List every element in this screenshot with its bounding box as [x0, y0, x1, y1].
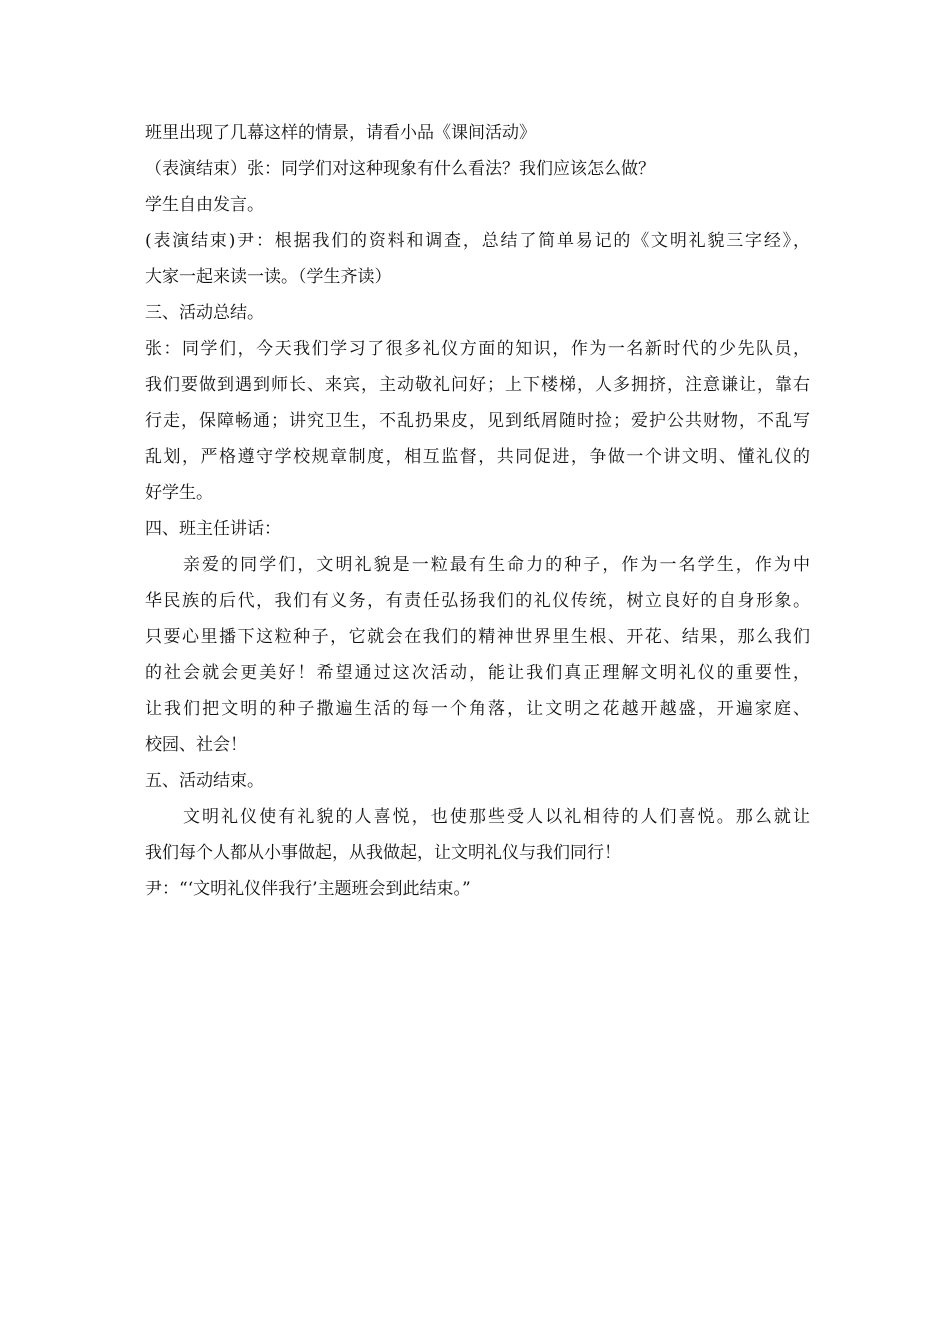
text-line: 我们每个人都从小事做起，从我做起，让文明礼仪与我们同行！: [145, 843, 621, 863]
text-line: 好学生。: [145, 483, 213, 503]
text-line: 华民族的后代，我们有义务，有责任弘扬我们的礼仪传统，树立良好的自身形象。: [145, 591, 810, 611]
text-line: （表演结束）张：同学们对这种现象有什么看法？我们应该怎么做？: [145, 159, 655, 179]
text-line: 亲爱的同学们，文明礼貌是一粒最有生命力的种子，作为一名学生，作为中: [183, 555, 810, 575]
text-line: 的社会就会更美好！希望通过这次活动，能让我们真正理解文明礼仪的重要性，: [145, 663, 810, 683]
text-line: 让我们把文明的种子撒遍生活的每一个角落，让文明之花越开越盛，开遍家庭、: [145, 699, 810, 719]
text-line: 乱划，严格遵守学校规章制度，相互监督，共同促进，争做一个讲文明、懂礼仪的: [145, 447, 810, 467]
section-heading: 三、活动总结。: [145, 303, 264, 323]
text-line: 我们要做到遇到师长、来宾，主动敬礼问好；上下楼梯，人多拥挤，注意谦让，靠右: [145, 375, 810, 395]
text-line: 行走，保障畅通；讲究卫生，不乱扔果皮，见到纸屑随时捡；爱护公共财物，不乱写: [145, 411, 810, 431]
text-line: 校园、社会！: [145, 735, 247, 755]
text-line: 学生自由发言。: [145, 195, 264, 215]
section-heading: 五、活动结束。: [145, 771, 264, 791]
text-line: 班里出现了几幕这样的情景，请看小品《课间活动》: [145, 123, 536, 143]
text-line: 大家一起来读一读。（学生齐读）: [145, 267, 392, 287]
text-line: 文明礼仪使有礼貌的人喜悦，也使那些受人以礼相待的人们喜悦。那么就让: [183, 807, 810, 827]
text-line: (表演结束)尹：根据我们的资料和调查，总结了简单易记的《文明礼貌三字经》，: [145, 231, 810, 251]
text-line: 只要心里播下这粒种子，它就会在我们的精神世界里生根、开花、结果，那么我们: [145, 627, 810, 647]
text-line: 尹：“‘文明礼仪伴我行’主题班会到此结束。”: [145, 879, 471, 899]
text-line: 张：同学们，今天我们学习了很多礼仪方面的知识，作为一名新时代的少先队员，: [145, 339, 810, 359]
section-heading: 四、班主任讲话：: [145, 519, 281, 539]
